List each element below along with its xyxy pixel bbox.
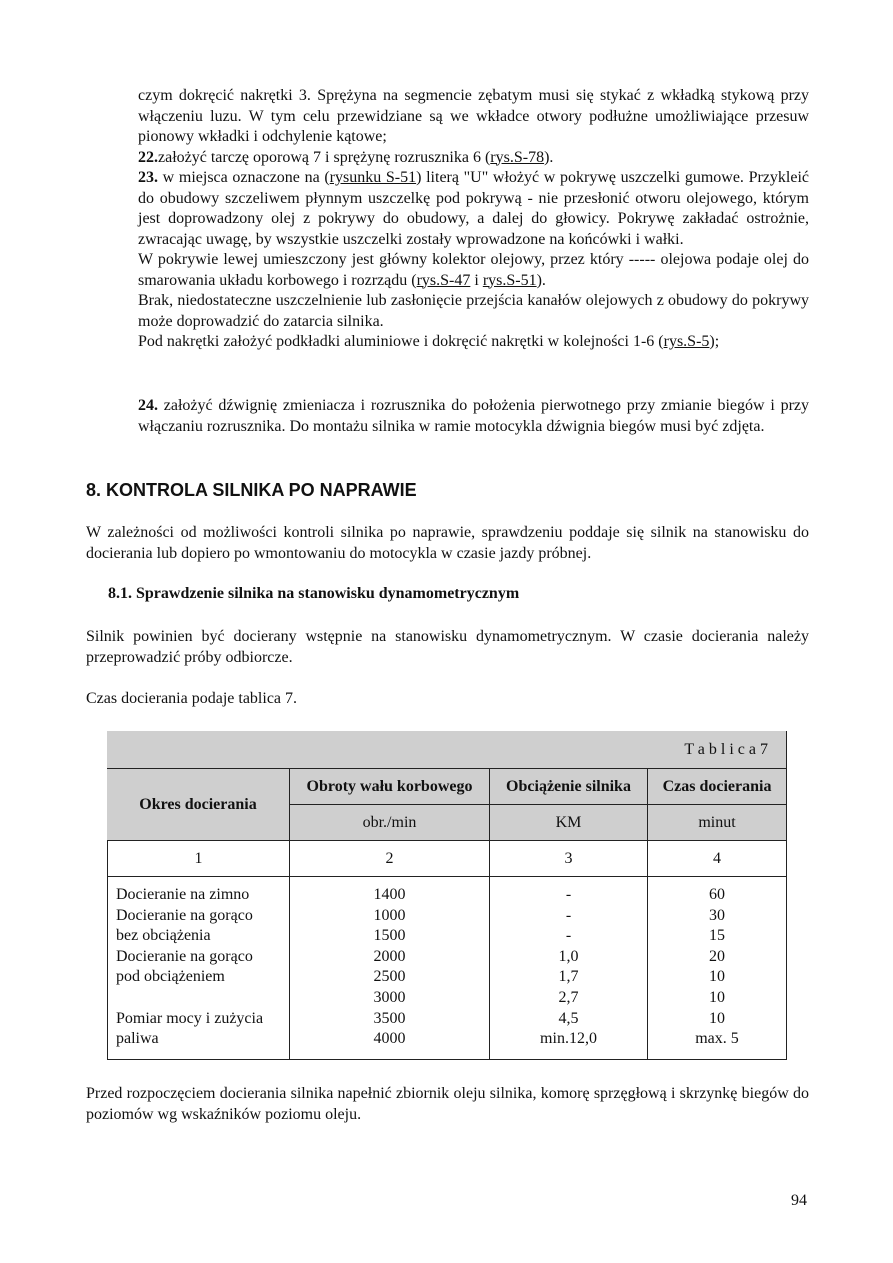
period-line: bez obciążenia xyxy=(116,927,211,945)
load-value: min.12,0 xyxy=(540,1030,597,1048)
link-rys-s-5[interactable]: rys.S-5 xyxy=(663,333,710,350)
paragraph-step-23 xyxy=(138,168,809,250)
load-value: 1,0 xyxy=(558,947,579,965)
time-value: 60 xyxy=(708,886,725,903)
rpm-value: 2500 xyxy=(373,968,406,986)
time-value: 10 xyxy=(708,988,725,1006)
load-value: - xyxy=(565,906,572,924)
load-value: 1,7 xyxy=(558,968,579,986)
period-list xyxy=(116,885,263,1050)
period-line: Docieranie na gorąco xyxy=(116,947,253,965)
load-value: - xyxy=(565,927,572,945)
time-value: 10 xyxy=(708,968,725,986)
time-value: 15 xyxy=(708,927,725,945)
rpm-value: 4000 xyxy=(373,1030,406,1048)
time-value: max. 5 xyxy=(695,1030,739,1048)
col-number-4: 4 xyxy=(648,841,787,877)
paragraph-sealing-warning: Brak, niedostateczne uszczelnienie lub zasłonięcie przejścia kanałów olejowych z obudowy do pokrywy może doprowadzić do zatarcia silnika. xyxy=(138,292,809,330)
body-rpm-cell xyxy=(290,877,490,1060)
nut-order-text: Pod nakrętki założyć podkładki aluminiowe i dokręcić nakrętki w kolejności 1-6 ( xyxy=(138,333,664,350)
nut-order-end: ); xyxy=(709,333,720,350)
header-obciazenie: Obciążenie silnika xyxy=(490,769,648,805)
rpm-value: 1500 xyxy=(373,927,406,945)
period-line: pod obciążeniem xyxy=(116,968,225,986)
col-number-2: 2 xyxy=(290,841,490,877)
paragraph-step-22 xyxy=(138,148,809,169)
rpm-value: 3500 xyxy=(373,1009,406,1027)
time-value: 20 xyxy=(708,947,725,965)
table-7 xyxy=(107,731,787,1060)
step-24-text: założyć dźwignię zmieniacza i rozrusznika do położenia pierwotnego przy zmianie biegów i przy włączaniu rozrusznika. Do montażu silnika w ramie motocykla dźwignia biegów musi być zdjęta. xyxy=(138,397,809,435)
rpm-value: 1400 xyxy=(373,886,406,903)
subsection-paragraph-2: Czas docierania podaje tablica 7. xyxy=(86,690,298,707)
assembly-steps-block xyxy=(138,86,809,353)
link-rysunku-s-51[interactable]: rysunku S-51 xyxy=(329,169,417,186)
time-value: 10 xyxy=(708,1009,725,1027)
subsection-heading: 8.1. Sprawdzenie silnika na stanowisku dynamometrycznym xyxy=(108,585,520,602)
header-czas: Czas docierania xyxy=(648,769,787,805)
rpm-value: 3000 xyxy=(373,988,406,1006)
step-22-end: ). xyxy=(544,148,554,166)
period-line: Pomiar mocy i zużycia xyxy=(116,1009,264,1027)
body-time-cell xyxy=(648,877,787,1060)
paragraph-step-21-continuation: czym dokręcić nakrętki 3. Sprężyna na segmencie zębatym musi się stykać z wkładką stykową przy włączeniu luzu. W tym celu przewidziane są we wkładce otwory podłużne umożliwiające przesuw pionowy wkładki i odchylenie kątowe; xyxy=(138,87,809,145)
oil-collector-mid: i xyxy=(470,271,483,289)
col-number-1: 1 xyxy=(107,841,290,877)
time-list xyxy=(695,885,739,1050)
unit-km: KM xyxy=(490,805,648,841)
load-value: 4,5 xyxy=(558,1009,579,1027)
paragraph-nut-order xyxy=(138,332,809,353)
paragraph-step-24 xyxy=(138,396,809,437)
body-period-cell xyxy=(107,877,290,1060)
time-value: 30 xyxy=(708,906,725,924)
rpm-list xyxy=(374,885,406,1050)
period-line: Docieranie na gorąco xyxy=(116,906,253,924)
oil-collector-text: W pokrywie lewej umieszczony jest główny kolektor olejowy, przez który ----- olejowa podaje olej do smarowania układu korbowego i rozrządu ( xyxy=(138,251,809,289)
paragraph-oil-collector xyxy=(138,250,809,291)
unit-obr-min: obr./min xyxy=(290,805,490,841)
period-line xyxy=(116,988,263,1009)
link-rys-s-47[interactable]: rys.S-47 xyxy=(416,271,471,289)
subsection-paragraph-1: Silnik powinien być docierany wstępnie na stanowisku dynamometrycznym. W czasie docierania należy przeprowadzić próby odbiorcze. xyxy=(86,628,809,666)
unit-minut: minut xyxy=(648,805,787,841)
period-line: Docieranie na zimno xyxy=(116,886,250,903)
section-heading: 8. KONTROLA SILNIKA PO NAPRAWIE xyxy=(86,480,417,500)
step-number-23: 23. xyxy=(138,169,158,186)
step-23-text-1: w miejsca oznaczone na ( xyxy=(158,169,330,186)
page-number: 94 xyxy=(791,1192,807,1209)
link-rys-s-78[interactable]: rys.S-78 xyxy=(490,148,545,166)
header-obroty: Obroty wału korbowego xyxy=(290,769,490,805)
load-value: 2,7 xyxy=(558,988,579,1006)
load-list xyxy=(540,885,597,1050)
step-number-24: 24. xyxy=(138,397,158,414)
closing-paragraph: Przed rozpoczęciem docierania silnika napełnić zbiornik oleju silnika, komorę sprzęgłową i skrzynkę biegów do poziomów wg wskaźników poziomu oleju. xyxy=(86,1085,809,1123)
header-okres-docierania: Okres docierania xyxy=(107,769,290,841)
step-22-text: założyć tarczę oporową 7 i sprężynę rozrusznika 6 ( xyxy=(158,148,491,166)
period-line: paliwa xyxy=(116,1030,159,1048)
rpm-value: 1000 xyxy=(373,906,406,924)
rpm-value: 2000 xyxy=(373,947,406,965)
load-value: - xyxy=(565,886,572,903)
step-23-text-2: ) literą "U" włożyć w pokrywę uszczelki gumowe. Przykleić do obudowy szczeliwem płynnym uszczelkę pod pokrywą - nie przesłonić otworu olejowego, którym jest doprowadzony olej z pokrywy do obudowy, a dalej do głowicy. Pokrywę zakładać ostrożnie, zwracając uwagę, by wszystkie uszczelki zostały wprowadzone na końcówki i wałki. xyxy=(138,169,810,248)
step-number-22: 22. xyxy=(138,148,158,166)
col-number-3: 3 xyxy=(490,841,648,877)
section-intro: W zależności od możliwości kontroli silnika po naprawie, sprawdzeniu poddaje się silnik na stanowisku do docierania lub dopiero po wmontowaniu do motocykla w czasie jazdy próbnej. xyxy=(86,524,809,562)
table-caption: T a b l i c a 7 xyxy=(107,731,787,769)
link-rys-s-51[interactable]: rys.S-51 xyxy=(482,271,537,289)
oil-collector-end: ). xyxy=(536,271,546,289)
body-load-cell xyxy=(490,877,648,1060)
